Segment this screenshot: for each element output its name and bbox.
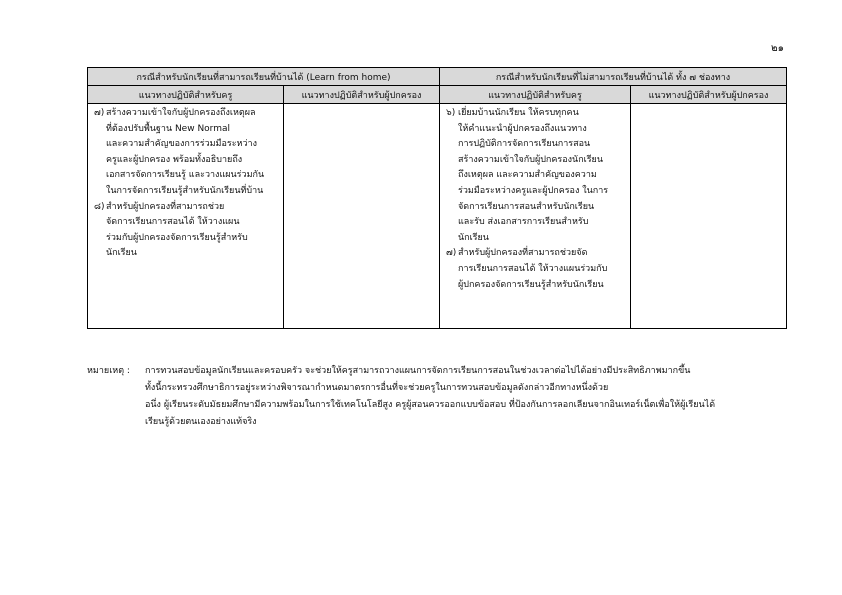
- group-header-learn-from-home: กรณีสำหรับนักเรียนที่สามารถเรียนที่บ้านได้ (Learn from home): [88, 68, 440, 86]
- sub-header-teacher-2: แนวทางปฏิบัติสำหรับครู: [440, 86, 631, 104]
- footnote-label: หมายเหตุ :: [87, 366, 130, 376]
- guidelines-table: [87, 67, 787, 329]
- footnote-line: การทวนสอบข้อมูลนักเรียนและครอบครัว จะช่วยให้ครูสามารถวางแผนการจัดการเรียนการสอนในช่วงเวลาต่อไปได้อย่างมีประสิทธิภาพมากขึ้น: [145, 366, 691, 376]
- footnote-line: อนึ่ง ผู้เรียนระดับมัธยมศึกษามีความพร้อมในการใช้เทคโนโลยีสูง ครูผู้สอนควรออกแบบข้อสอบ ที่ป้องกันการลอกเลียนจากอินเทอร์เน็ตเพื่อให้ผู้เรียนได้: [145, 400, 716, 410]
- sub-header-parent-1: แนวทางปฏิบัติสำหรับผู้ปกครอง: [284, 86, 440, 104]
- list-item: ๖) เยี่ยมบ้านนักเรียน ให้ครบทุกคน ให้คำแนะนำผู้ปกครองถึงแนวทาง การปฏิบัติการจัดการเรียนการสอน สร้างความเข้าใจกับผู้ปกครองนักเรียน ถึงเหตุผล และความสำคัญของความ ร่วมมือระหว่างครูและผู้ปกครอง ในการ จัดการเรียนการสอนสำหรับนักเรียน และรับ ส่งเอกสารการเรียนสำหรับ นักเรียน: [446, 108, 609, 243]
- list-item: ๗) สร้างความเข้าใจกับผู้ปกครองถึงเหตุผล ที่ต้องปรับพื้นฐาน New Normal และความสำคัญของการร่วมมือระหว่าง ครูและผู้ปกครอง พร้อมทั้งอธิบายถึง เอกสารจัดการเรียนรู้ และวางแผนร่วมกัน ในการจัดการเรียนรู้สำหรับนักเรียนที่บ้าน: [94, 108, 265, 196]
- table-group-header-row: [88, 68, 787, 86]
- page-number: ๒๑: [771, 43, 784, 54]
- parent-guidelines-offline-cell: [631, 104, 787, 329]
- footnote-body: [145, 363, 787, 431]
- footnote-line: ทั้งนี้กระทรวงศึกษาธิการอยู่ระหว่างพิจารณากำหนดมาตรการอื่นที่จะช่วยครูในการทวนสอบข้อมูลดังกล่าวอีกทางหนึ่งด้วย: [145, 383, 609, 393]
- parent-guidelines-home-cell: [284, 104, 440, 329]
- sub-header-parent-2: แนวทางปฏิบัติสำหรับผู้ปกครอง: [631, 86, 787, 104]
- teacher-guidelines-home-cell: [88, 104, 284, 329]
- table-row: [88, 104, 787, 329]
- list-item: ๗) สำหรับผู้ปกครองที่สามารถช่วยจัด การเรียนการสอนได้ ให้วางแผนร่วมกับ ผู้ปกครองจัดการเรียนรู้สำหรับนักเรียน: [446, 248, 608, 290]
- sub-header-teacher-1: แนวทางปฏิบัติสำหรับครู: [88, 86, 284, 104]
- table-sub-header-row: [88, 86, 787, 104]
- teacher-guidelines-offline-cell: [440, 104, 631, 329]
- group-header-cannot-learn-from-home: กรณีสำหรับนักเรียนที่ไม่สามารถเรียนที่บ้านได้ ทั้ง ๗ ช่องทาง: [440, 68, 787, 86]
- list-item: ๘) สำหรับผู้ปกครองที่สามารถช่วย จัดการเรียนการสอนได้ ให้วางแผน ร่วมกับผู้ปกครองจัดการเรียนรู้สำหรับ นักเรียน: [94, 201, 248, 259]
- footnote: [87, 363, 787, 431]
- footnote-line: เรียนรู้ด้วยตนเองอย่างแท้จริง: [145, 417, 257, 427]
